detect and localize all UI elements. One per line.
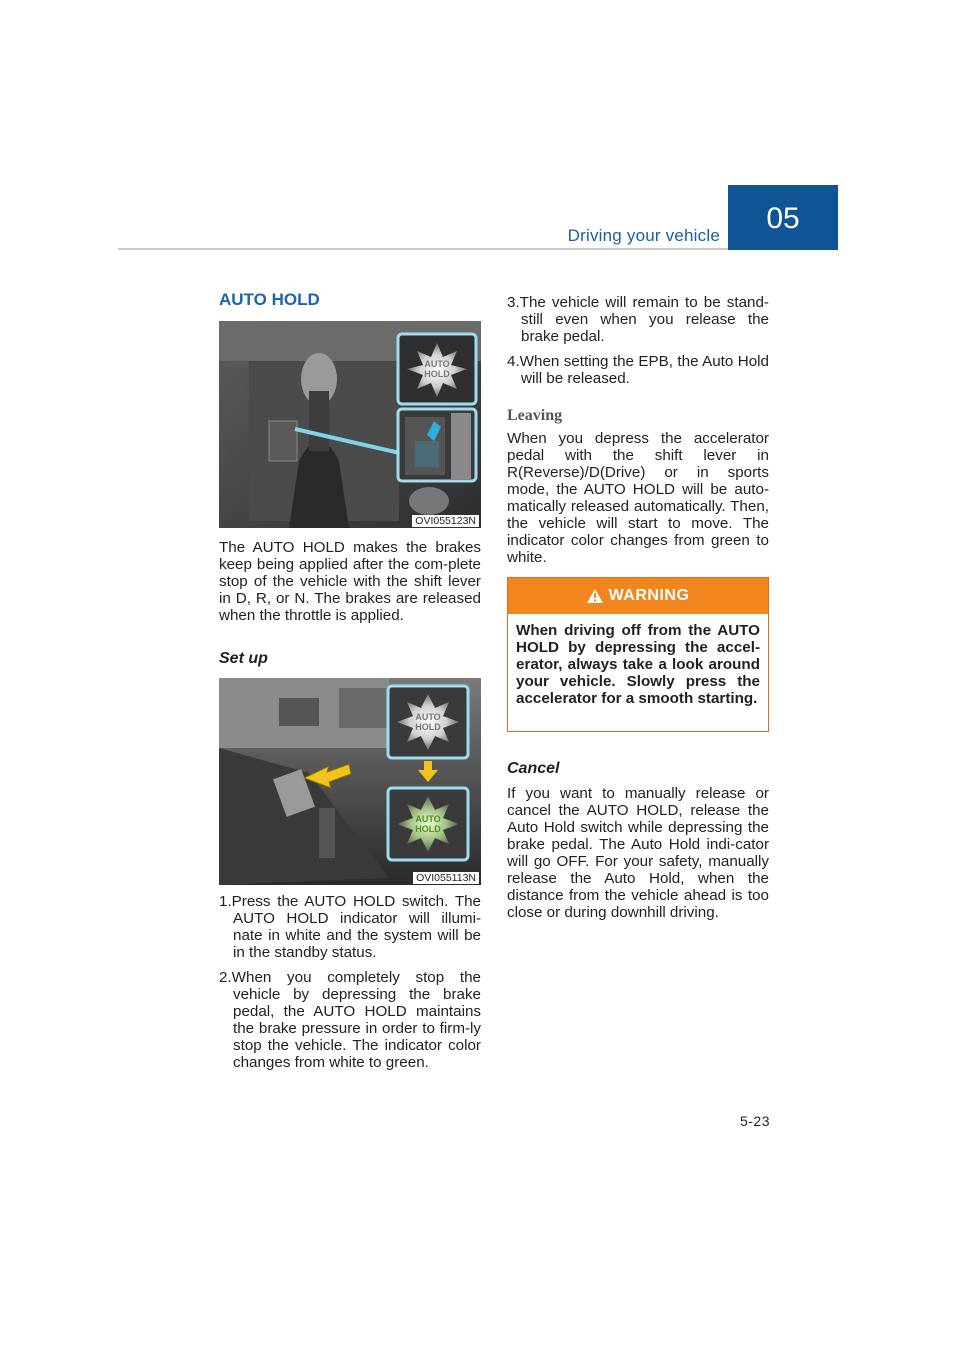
svg-text:HOLD: HOLD bbox=[415, 824, 441, 834]
warning-text: When driving off from the AUTO HOLD by depressing the accel-erator, always take a look around your vehicle. Slowly press the accelerator for a smooth starting. bbox=[516, 622, 760, 707]
setup-heading: Set up bbox=[219, 650, 268, 667]
image-code-label: OVI055113N bbox=[413, 872, 479, 884]
setup-step-3: 3.The vehicle will remain to be stand-still even when you release the brake pedal. bbox=[507, 294, 769, 345]
setup-steps-right bbox=[507, 294, 769, 395]
setup-step-2: 2.When you completely stop the vehicle by depressing the brake pedal, the AUTO HOLD maintains the brake pressure in order to firm-ly stop the vehicle. The indicator color changes from white to green. bbox=[219, 969, 481, 1071]
setup-step-4: 4.When setting the EPB, the Auto Hold will be released. bbox=[507, 353, 769, 387]
auto-hold-white-badge-line2: HOLD bbox=[415, 722, 441, 732]
auto-hold-badge-line2: HOLD bbox=[424, 369, 450, 379]
section-header-title: Driving your vehicle bbox=[567, 226, 720, 245]
auto-hold-badge-line1: AUTO bbox=[424, 359, 450, 369]
warning-label: WARNING bbox=[608, 587, 690, 604]
leaving-heading: Leaving bbox=[507, 407, 563, 424]
setup-step-1: 1.Press the AUTO HOLD switch. The AUTO HOLD indicator will illumi-nate in white and the system will be in the standby status. bbox=[219, 893, 481, 961]
page-title: AUTO HOLD bbox=[219, 290, 320, 309]
setup-steps-left bbox=[219, 893, 481, 1079]
cancel-paragraph: If you want to manually release or cancel the AUTO HOLD, release the Auto Hold switch while depressing the brake pedal. The Auto Hold indi-cator will go OFF. For your safety, manually release the Auto Hold, when the distance from the vehicle ahead is too close or during downhill driving. bbox=[507, 785, 769, 921]
brake-pedal-image bbox=[219, 678, 481, 885]
cancel-heading: Cancel bbox=[507, 760, 560, 777]
page-number: 5-23 bbox=[739, 1113, 770, 1129]
chapter-number-tab: 05 bbox=[728, 185, 838, 250]
image-code-label: OVI055123N bbox=[412, 515, 479, 527]
warning-header bbox=[508, 578, 768, 614]
auto-hold-white-badge-line1: AUTO bbox=[415, 712, 441, 722]
auto-hold-switch-image bbox=[219, 321, 481, 528]
svg-text:AUTO: AUTO bbox=[415, 814, 441, 824]
warning-triangle-icon bbox=[587, 589, 603, 603]
intro-paragraph: The AUTO HOLD makes the brakes keep being applied after the com-plete stop of the vehicle with the shift lever in D, R, or N. The brakes are released when the throttle is applied. bbox=[219, 539, 481, 624]
leaving-paragraph: When you depress the accelerator pedal with the shift lever in R(Reverse)/D(Drive) or in sports mode, the AUTO HOLD will be auto-matically released automatically. Then, the vehicle will start to move. The indicator color changes from green to white. bbox=[507, 430, 769, 566]
warning-box bbox=[507, 577, 769, 732]
